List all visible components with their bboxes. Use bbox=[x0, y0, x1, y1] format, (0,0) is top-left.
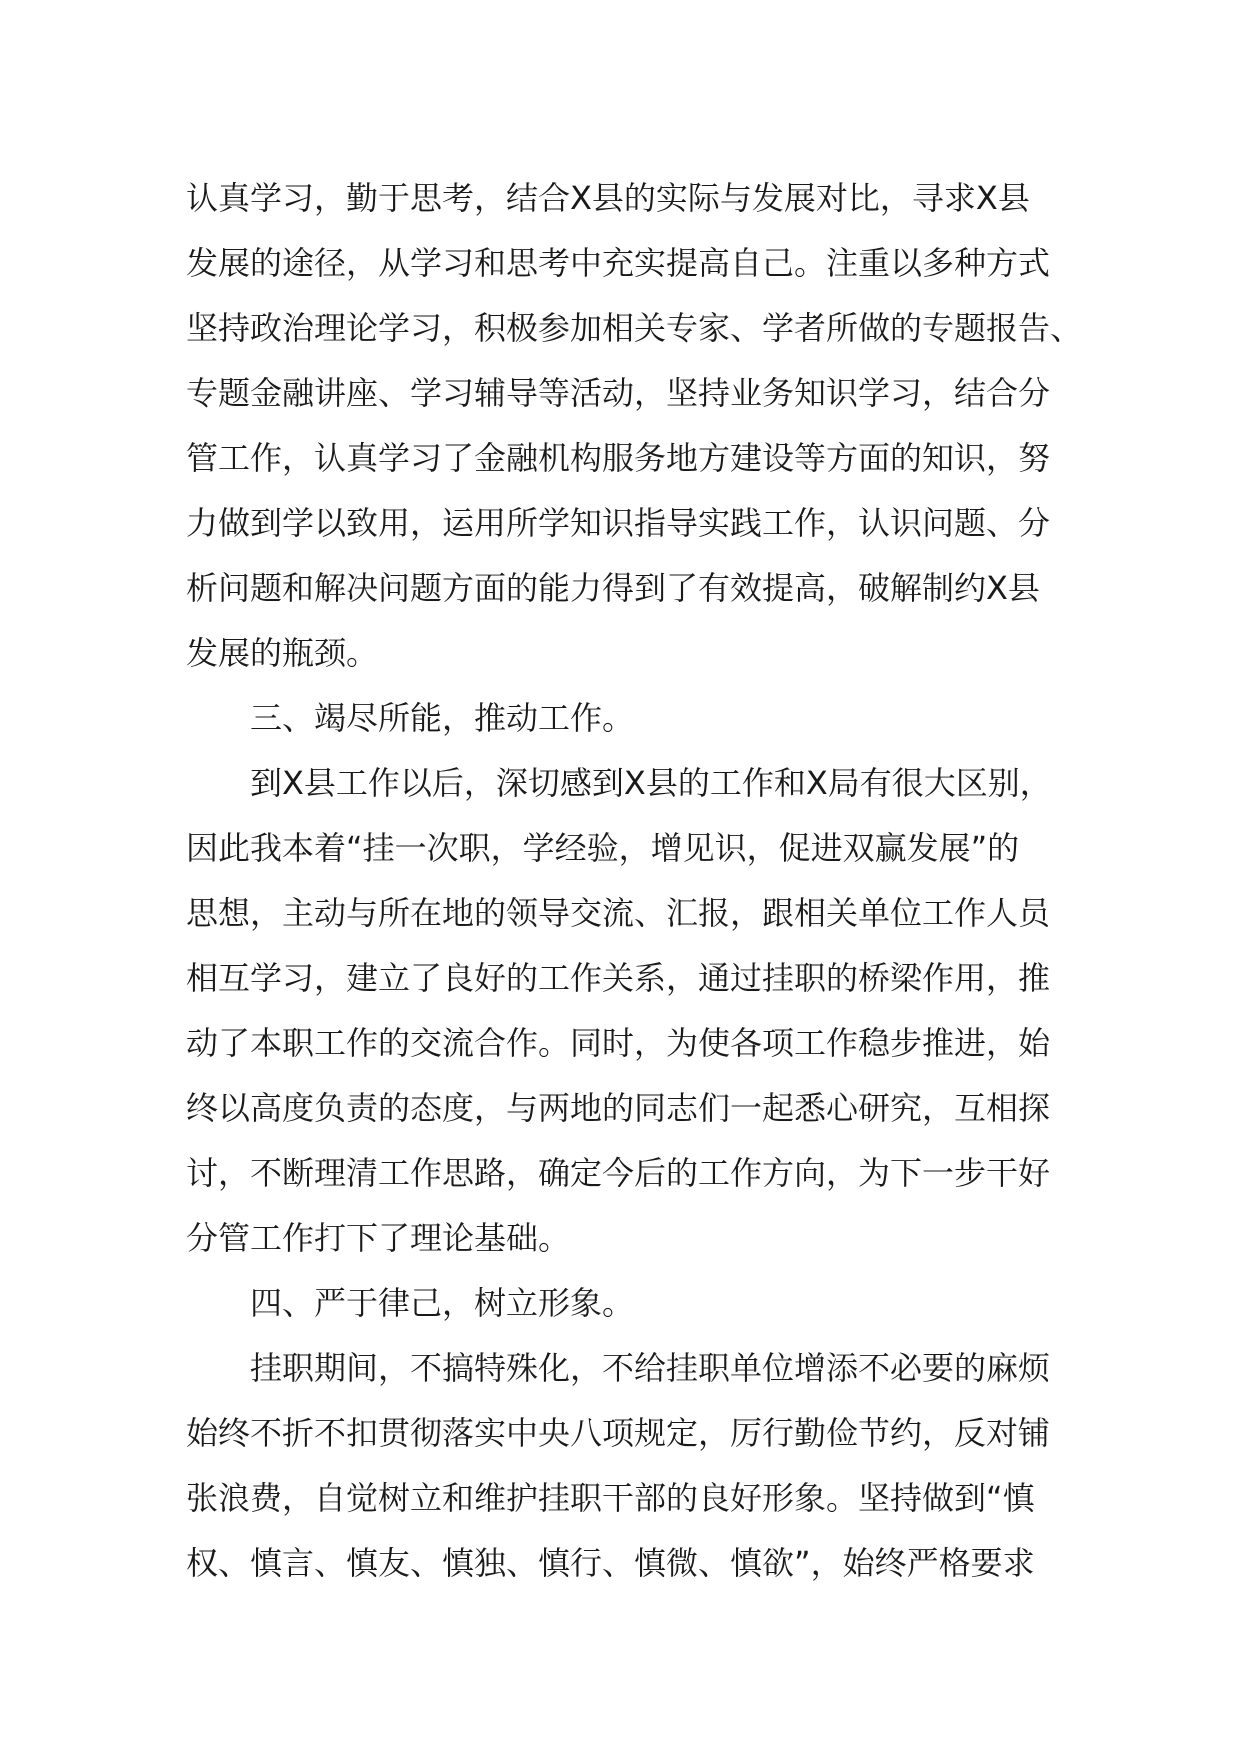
text-line: 四、严于律己，树立形象。 bbox=[250, 1284, 635, 1322]
text-line: 权、慎言、慎友、慎独、慎行、慎微、慎欲”，始终严格要求 bbox=[186, 1544, 1035, 1582]
text-line: 挂职期间，不搞特殊化，不给挂职单位增添不必要的麻烦 bbox=[250, 1349, 1051, 1387]
text-line: 专题金融讲座、学习辅导等活动，坚持业务知识学习，结合分 bbox=[186, 374, 1051, 412]
text-line: 因此我本着“挂一次职，学经验，增见识，促进双赢发展”的 bbox=[186, 829, 1020, 867]
text-line: 分管工作打下了理论基础。 bbox=[186, 1219, 571, 1257]
body-text bbox=[186, 166, 1083, 1596]
text-line: 到X县工作以后，深切感到X县的工作和X局有很大区别， bbox=[250, 764, 1052, 802]
text-line: 相互学习，建立了良好的工作关系，通过挂职的桥梁作用，推 bbox=[186, 959, 1051, 997]
text-line: 坚持政治理论学习，积极参加相关专家、学者所做的专题报告、 bbox=[186, 309, 1083, 347]
text-line: 力做到学以致用，运用所学知识指导实践工作，认识问题、分 bbox=[186, 504, 1051, 542]
text-line: 发展的途径，从学习和思考中充实提高自己。注重以多种方式 bbox=[186, 244, 1051, 282]
text-line: 管工作，认真学习了金融机构服务地方建设等方面的知识，努 bbox=[186, 439, 1051, 477]
text-line: 析问题和解决问题方面的能力得到了有效提高，破解制约X县 bbox=[186, 569, 1040, 607]
text-line: 发展的瓶颈。 bbox=[186, 634, 379, 672]
text-line: 认真学习，勤于思考，结合X县的实际与发展对比，寻求X县 bbox=[186, 179, 1030, 217]
text-line: 始终不折不扣贯彻落实中央八项规定，厉行勤俭节约，反对铺 bbox=[186, 1414, 1051, 1452]
text-line: 张浪费，自觉树立和维护挂职干部的良好形象。坚持做到“慎 bbox=[186, 1479, 1035, 1517]
text-line: 终以高度负责的态度，与两地的同志们一起悉心研究，互相探 bbox=[186, 1089, 1051, 1127]
text-line: 思想，主动与所在地的领导交流、汇报，跟相关单位工作人员 bbox=[186, 894, 1051, 932]
text-line: 动了本职工作的交流合作。同时，为使各项工作稳步推进，始 bbox=[186, 1024, 1051, 1062]
text-line: 讨，不断理清工作思路，确定今后的工作方向，为下一步干好 bbox=[186, 1154, 1051, 1192]
text-line: 三、竭尽所能，推动工作。 bbox=[250, 699, 635, 737]
